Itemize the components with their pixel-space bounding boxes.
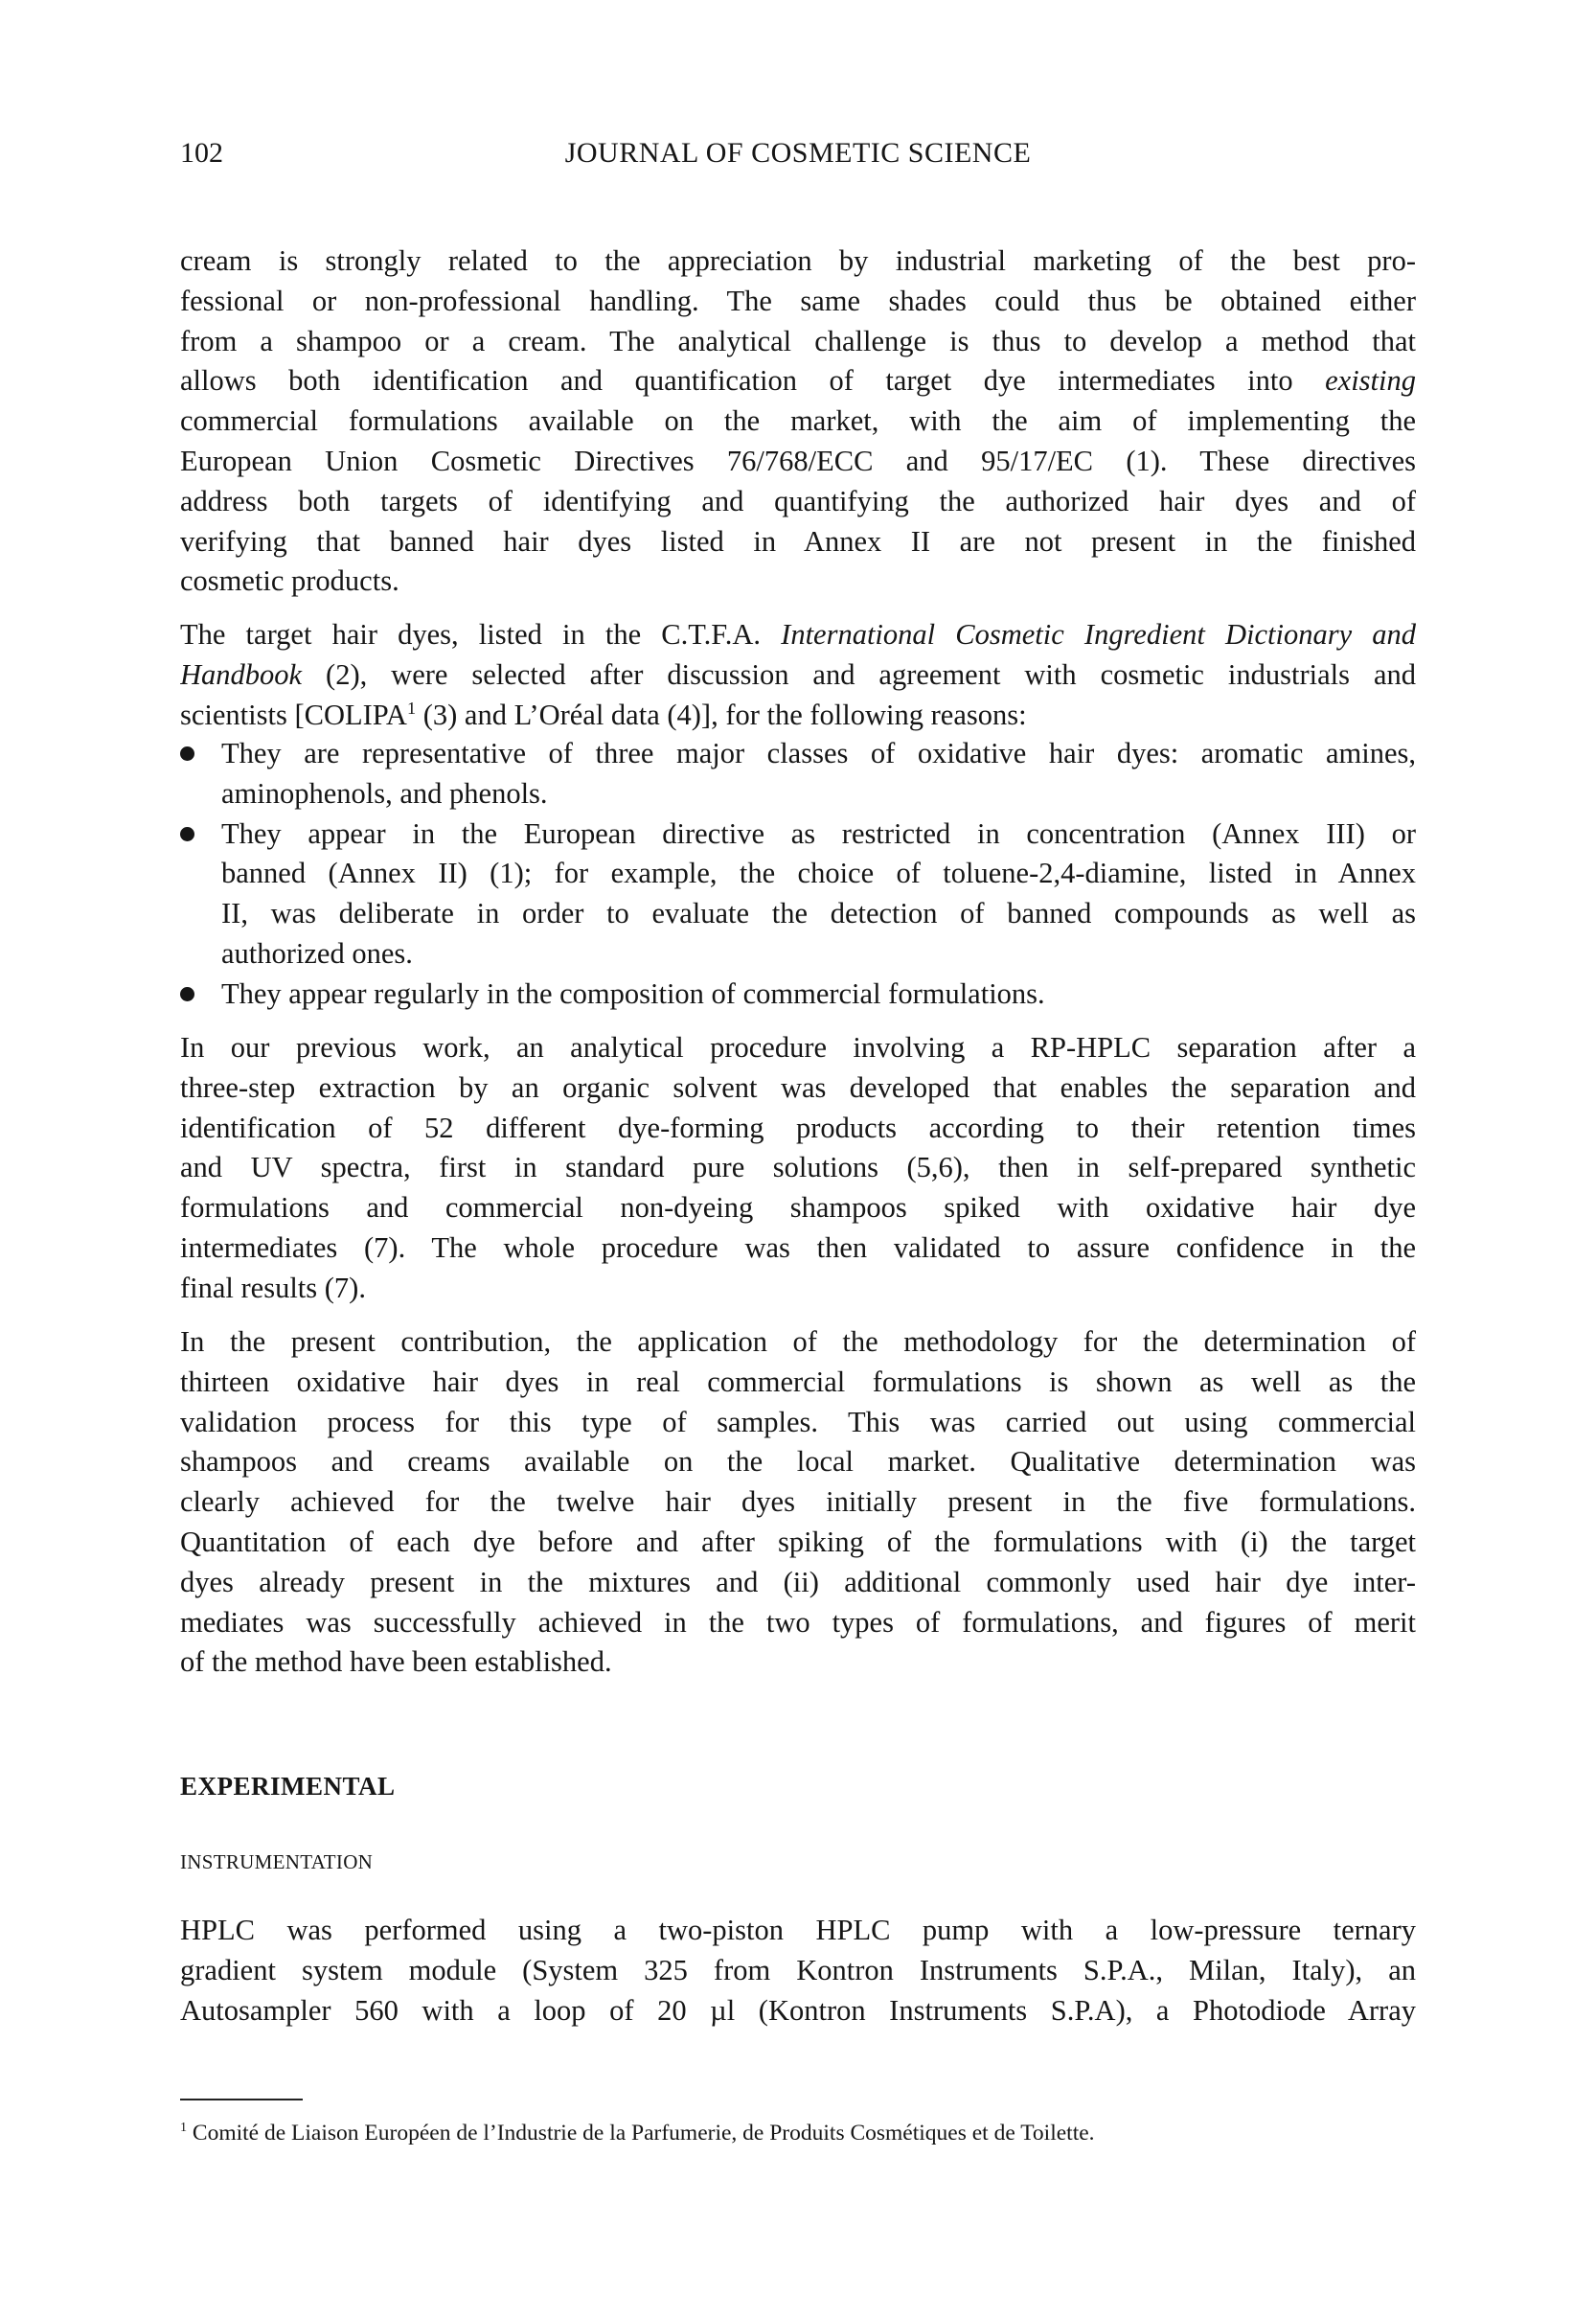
- footnote-text: Comité de Liaison Européen de l’Industrie de la Parfumerie, de Produits Cosmétiques et de Toilette.: [187, 2121, 1095, 2146]
- bullet-icon: [180, 827, 194, 841]
- text-line: [180, 241, 1416, 282]
- text-segment: three-step extraction by an organic solvent was developed that enables the separation and: [180, 1070, 1416, 1104]
- text-line: [180, 1523, 1416, 1563]
- text-line: [180, 322, 1416, 362]
- text-segment: (2), were selected after discussion and agreement with cosmetic industrials and: [302, 657, 1416, 691]
- text-segment: address both targets of identifying and quantifying the authorized hair dyes and of: [180, 484, 1416, 517]
- text-line: [221, 854, 1416, 894]
- footnote-ref: 1: [406, 698, 417, 718]
- text-line: [180, 1028, 1416, 1068]
- text-segment: shampoos and creams available on the local market. Qualitative determination was: [180, 1445, 1416, 1479]
- text-segment: clearly achieved for the twelve hair dyes initially present in the five formulations.: [180, 1485, 1416, 1519]
- paragraph-target-dyes: [180, 615, 1416, 735]
- bullet-icon: [180, 746, 194, 761]
- text-segment: allows both identification and quantification of target dye intermediates into: [180, 364, 1326, 398]
- text-line: [180, 402, 1416, 442]
- text-segment: formulations and commercial non-dyeing shampoos spiked with oxidative hair dye: [180, 1191, 1416, 1225]
- text-line: [180, 442, 1416, 482]
- italic-text: existing: [1325, 364, 1416, 398]
- text-line: [180, 696, 1416, 736]
- text-segment: final results (7).: [180, 1271, 366, 1304]
- text-segment: identification of 52 different dye-forming products according to their retention times: [180, 1111, 1416, 1144]
- text-line: [221, 975, 1416, 1015]
- text-line: [180, 282, 1416, 322]
- text-line: [180, 1642, 1416, 1683]
- text-line: [180, 1991, 1416, 2031]
- text-line: [180, 1068, 1416, 1109]
- text-line: [180, 655, 1416, 696]
- text-segment: and UV spectra, first in standard pure solutions (5,6), then in self-prepared synthetic: [180, 1151, 1416, 1184]
- text-line: [180, 1603, 1416, 1643]
- text-segment: fessional or non-professional handling. The same shades could thus be obtained either: [180, 284, 1416, 317]
- text-line: [180, 361, 1416, 402]
- text-segment: They appear in the European directive as restricted in concentration (Annex III) or: [221, 816, 1416, 850]
- text-segment: In our previous work, an analytical procedure involving a RP-HPLC separation after a: [180, 1031, 1416, 1064]
- text-segment: mediates was successfully achieved in the two types of formulations, and figures of merit: [180, 1605, 1416, 1639]
- text-line: [180, 1269, 1416, 1309]
- reasons-bullet-list: [180, 734, 1416, 1015]
- text-segment: cream is strongly related to the appreciation by industrial marketing of the best pro-: [180, 244, 1416, 277]
- text-segment: aminophenols, and phenols.: [221, 776, 548, 810]
- text-segment: They appear regularly in the composition of commercial formulations.: [221, 976, 1045, 1010]
- text-segment: gradient system module (System 325 from Kontron Instruments S.P.A., Milan, Italy), an: [180, 1953, 1416, 1986]
- text-segment: HPLC was performed using a two-piston HPLC pump with a low-pressure ternary: [180, 1914, 1416, 1946]
- bullet-item: [180, 975, 1416, 1015]
- text-line: [180, 1148, 1416, 1188]
- text-line: [180, 615, 1416, 655]
- text-segment: of the method have been established.: [180, 1645, 612, 1679]
- text-segment: thirteen oxidative hair dyes in real commercial formulations is shown as well as the: [180, 1365, 1416, 1398]
- text-line: [180, 1109, 1416, 1149]
- text-segment: Quantitation of each dye before and after spiking of the formulations with (i) the target: [180, 1525, 1416, 1558]
- text-line: [180, 1563, 1416, 1603]
- text-segment: authorized ones.: [221, 936, 413, 970]
- footnote-marker: 1: [180, 2120, 188, 2136]
- paragraph-intro-continued: [180, 241, 1416, 602]
- text-segment: scientists [COLIPA: [180, 698, 407, 731]
- text-segment: validation process for this type of samples. This was carried out using commercial: [180, 1405, 1416, 1438]
- text-line: [180, 1322, 1416, 1363]
- text-segment: intermediates (7). The whole procedure was then validated to assure confidence in the: [180, 1230, 1416, 1264]
- text-line: [180, 482, 1416, 522]
- footnote: [180, 2118, 1416, 2148]
- text-line: [180, 1951, 1416, 1991]
- bullet-icon: [180, 987, 194, 1001]
- text-line: [221, 734, 1416, 774]
- text-line: [180, 1911, 1416, 1951]
- text-segment: from a shampoo or a cream. The analytical challenge is thus to develop a method that: [180, 324, 1416, 357]
- text-segment: Autosampler 560 with a loop of 20 µl (Kontron Instruments S.P.A), a Photodiode Array: [180, 1993, 1416, 2027]
- italic-text: International Cosmetic Ingredient Dictionary and: [781, 618, 1416, 651]
- footnote-rule: [180, 2099, 303, 2100]
- text-line: [221, 934, 1416, 975]
- italic-text: Handbook: [180, 657, 303, 691]
- section-heading-experimental: EXPERIMENTAL: [180, 1772, 396, 1801]
- text-segment: II, was deliberate in order to evaluate the detection of banned compounds as well as: [221, 897, 1416, 930]
- text-segment: banned (Annex II) (1); for example, the choice of toluene-2,4-diamine, listed in Annex: [221, 857, 1416, 890]
- bullet-item: [180, 815, 1416, 975]
- paragraph-previous-work: [180, 1028, 1416, 1309]
- text-line: [180, 522, 1416, 562]
- text-line: [180, 1188, 1416, 1228]
- running-header: [180, 132, 1416, 174]
- text-segment: dyes already present in the mixtures and (ii) additional commonly used hair dye inter-: [180, 1565, 1416, 1598]
- text-line: [180, 562, 1416, 602]
- text-segment: They are representative of three major classes of oxidative hair dyes: aromatic amines,: [221, 737, 1416, 769]
- paragraph-hplc: [180, 1911, 1416, 2031]
- text-line: [180, 1442, 1416, 1482]
- text-segment: cosmetic products.: [180, 564, 399, 598]
- text-line: [221, 894, 1416, 934]
- page-number: 102: [180, 137, 223, 169]
- subsection-heading-instrumentation: INSTRUMENTATION: [180, 1850, 374, 1873]
- text-line: [180, 1403, 1416, 1443]
- text-segment: European Union Cosmetic Directives 76/768/ECC and 95/17/EC (1). These directives: [180, 444, 1416, 477]
- text-line: [221, 815, 1416, 855]
- text-segment: In the present contribution, the application of the methodology for the determination of: [180, 1325, 1416, 1358]
- text-line: [180, 1482, 1416, 1523]
- text-line: [221, 774, 1416, 815]
- text-segment: verifying that banned hair dyes listed in Annex II are not present in the finished: [180, 524, 1416, 558]
- text-line: [180, 1228, 1416, 1269]
- text-line: [180, 1363, 1416, 1403]
- paragraph-present-contribution: [180, 1322, 1416, 1683]
- text-segment: commercial formulations available on the market, with the aim of implementing the: [180, 404, 1416, 438]
- journal-title: JOURNAL OF COSMETIC SCIENCE: [564, 137, 1032, 169]
- text-segment: The target hair dyes, listed in the C.T.F.A.: [180, 618, 782, 651]
- bullet-item: [180, 734, 1416, 815]
- text-segment: (3) and L’Oréal data (4)], for the following reasons:: [416, 698, 1027, 731]
